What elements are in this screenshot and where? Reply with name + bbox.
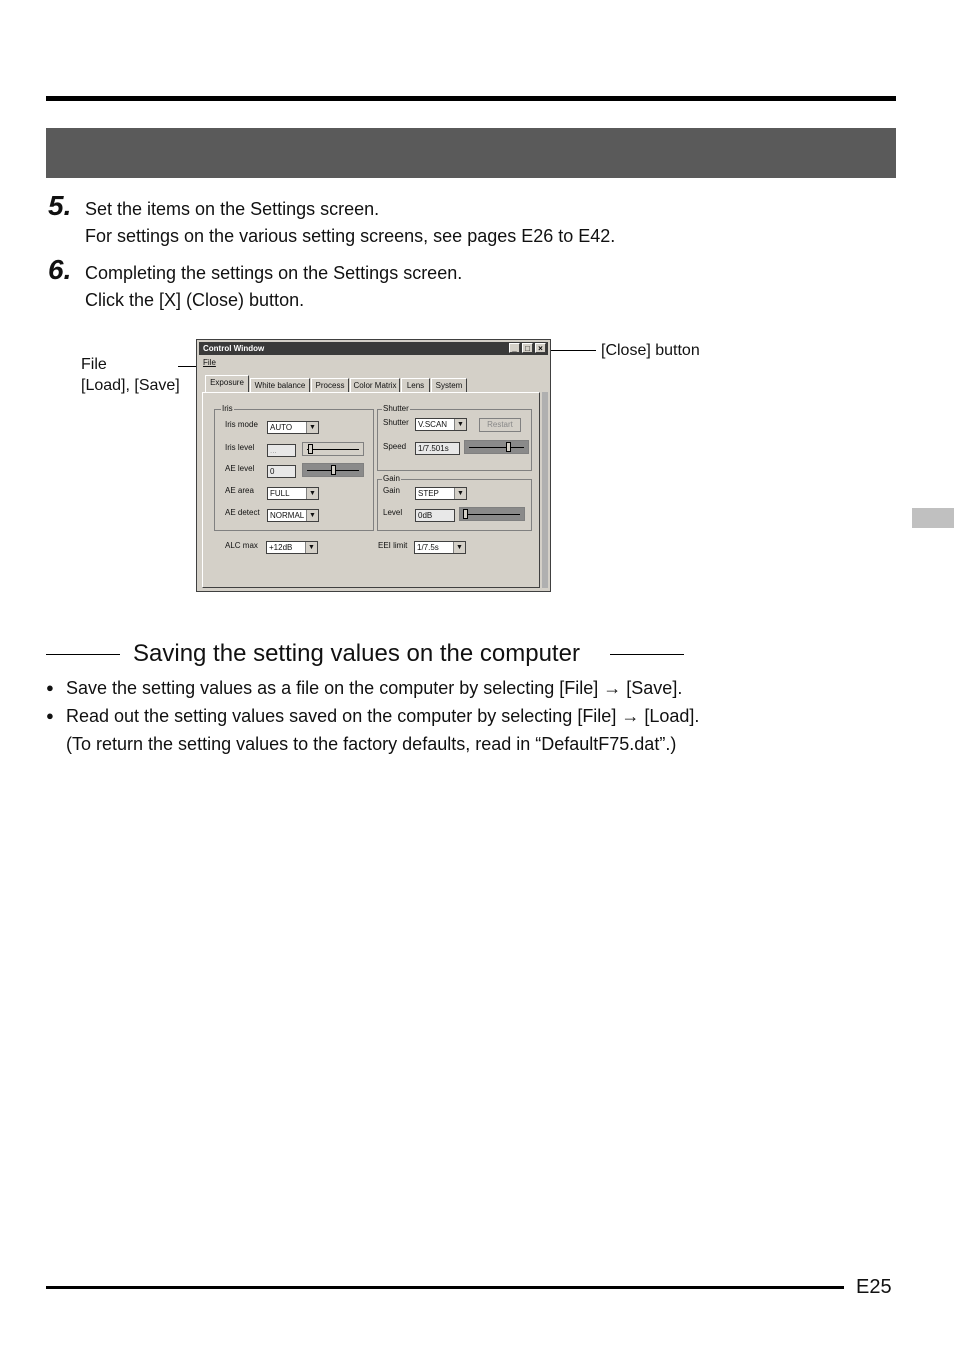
- iris-mode-label: Iris mode: [225, 420, 258, 429]
- shutter-select[interactable]: [415, 418, 467, 431]
- gain-label: Gain: [383, 486, 400, 495]
- chevron-down-icon: ▼: [306, 510, 318, 521]
- step-5-text: [85, 196, 615, 250]
- step-6-number: 6.: [48, 254, 72, 285]
- tab-process[interactable]: Process: [311, 378, 349, 392]
- section-heading: Saving the setting values on the computer: [133, 640, 580, 667]
- heading-rule-left: [46, 654, 120, 655]
- shutter-value: V.SCAN: [418, 420, 448, 429]
- tab-color-matrix[interactable]: Color Matrix: [350, 378, 400, 392]
- level-slider[interactable]: [459, 507, 525, 521]
- tab-exposure[interactable]: Exposure: [205, 375, 249, 392]
- top-rule: [46, 96, 896, 101]
- slider-thumb[interactable]: [331, 465, 336, 475]
- speed-label: Speed: [383, 442, 407, 451]
- shutter-label: Shutter: [383, 418, 409, 427]
- alc-max-value: +12dB: [269, 543, 293, 552]
- iris-mode-value: AUTO: [270, 423, 293, 432]
- step-5-number: 5.: [48, 190, 72, 221]
- restart-button[interactable]: Restart: [479, 418, 521, 432]
- ae-level-label: AE level: [225, 464, 255, 473]
- gain-group-label: Gain: [383, 474, 400, 483]
- callout-close: [Close] button: [601, 342, 700, 359]
- speed-slider[interactable]: [464, 440, 529, 454]
- control-window: [196, 339, 551, 592]
- chevron-down-icon: ▼: [306, 422, 318, 433]
- shutter-group-label: Shutter: [383, 404, 409, 413]
- iris-group: [214, 404, 374, 531]
- close-button[interactable]: ×: [535, 343, 546, 353]
- ae-detect-select[interactable]: [267, 509, 319, 522]
- speed-field[interactable]: 1/7.501s: [415, 442, 460, 455]
- ae-level-field[interactable]: 0: [267, 465, 296, 478]
- chevron-down-icon: ▼: [453, 542, 465, 553]
- iris-level-field[interactable]: ...: [267, 444, 296, 457]
- level-field[interactable]: 0dB: [415, 509, 455, 522]
- level-label: Level: [383, 508, 403, 517]
- side-index-tab: [912, 508, 954, 528]
- ae-area-value: FULL: [270, 489, 290, 498]
- step-5-line1: Set the items on the Settings screen.: [85, 199, 380, 219]
- chevron-down-icon: ▼: [454, 488, 466, 499]
- chevron-down-icon: ▼: [305, 542, 317, 553]
- maximize-button[interactable]: □: [522, 343, 533, 353]
- alc-max-select[interactable]: [266, 541, 318, 554]
- chevron-down-icon: ▼: [454, 419, 466, 430]
- eei-limit-label: EEI limit: [378, 541, 408, 550]
- callout-file: File: [81, 356, 107, 373]
- close-leader-line: [548, 350, 596, 351]
- ae-area-label: AE area: [225, 486, 254, 495]
- window-title: Control Window: [203, 344, 265, 353]
- heading-rule-right: [610, 654, 684, 655]
- tab-system[interactable]: System: [431, 378, 467, 392]
- menu-file[interactable]: File: [203, 358, 216, 367]
- bullet-icon: ●: [46, 680, 54, 695]
- bullet-load: Read out the setting values saved on the computer by selecting [File] → [Load].: [66, 706, 700, 726]
- eei-limit-select[interactable]: [414, 541, 466, 554]
- alc-max-label: ALC max: [225, 541, 258, 550]
- ae-area-select[interactable]: [267, 487, 319, 500]
- minimize-button[interactable]: _: [509, 343, 520, 353]
- step-6-line1: Completing the settings on the Settings screen.: [85, 263, 463, 283]
- ae-detect-label: AE detect: [225, 508, 260, 517]
- slider-thumb[interactable]: [308, 444, 313, 454]
- window-title-bar: [199, 342, 548, 355]
- bullet-icon: ●: [46, 708, 54, 723]
- callout-file-items: [Load], [Save]: [81, 377, 180, 394]
- section-title-bar: [46, 128, 896, 178]
- window-right-edge: [542, 392, 548, 588]
- step-6-line2: Click the [X] (Close) button.: [85, 290, 305, 310]
- shutter-group: [377, 404, 532, 471]
- ae-level-slider[interactable]: [302, 463, 364, 477]
- tab-white-balance[interactable]: White balance: [250, 378, 310, 392]
- iris-level-label: Iris level: [225, 443, 255, 452]
- exposure-panel: [202, 392, 540, 588]
- eei-limit-value: 1/7.5s: [417, 543, 439, 552]
- step-6-text: [85, 260, 462, 314]
- step-5-line2: For settings on the various setting screens, see pages E26 to E42.: [85, 226, 616, 246]
- bullet-save: Save the setting values as a file on the computer by selecting [File] → [Save].: [66, 678, 683, 698]
- gain-select[interactable]: [415, 487, 467, 500]
- chevron-down-icon: ▼: [306, 488, 318, 499]
- page-number: E25: [856, 1276, 892, 1298]
- slider-thumb[interactable]: [463, 509, 468, 519]
- gain-group: [377, 474, 532, 531]
- iris-group-label: Iris: [222, 404, 233, 413]
- gain-value: STEP: [418, 489, 439, 498]
- slider-thumb[interactable]: [506, 442, 511, 452]
- iris-level-slider[interactable]: [302, 442, 364, 456]
- factory-default-note: (To return the setting values to the factory defaults, read in “DefaultF75.dat”.): [66, 734, 677, 754]
- ae-detect-value: NORMAL: [270, 511, 305, 520]
- iris-mode-select[interactable]: [267, 421, 319, 434]
- bottom-rule: [46, 1286, 844, 1289]
- tab-lens[interactable]: Lens: [401, 378, 430, 392]
